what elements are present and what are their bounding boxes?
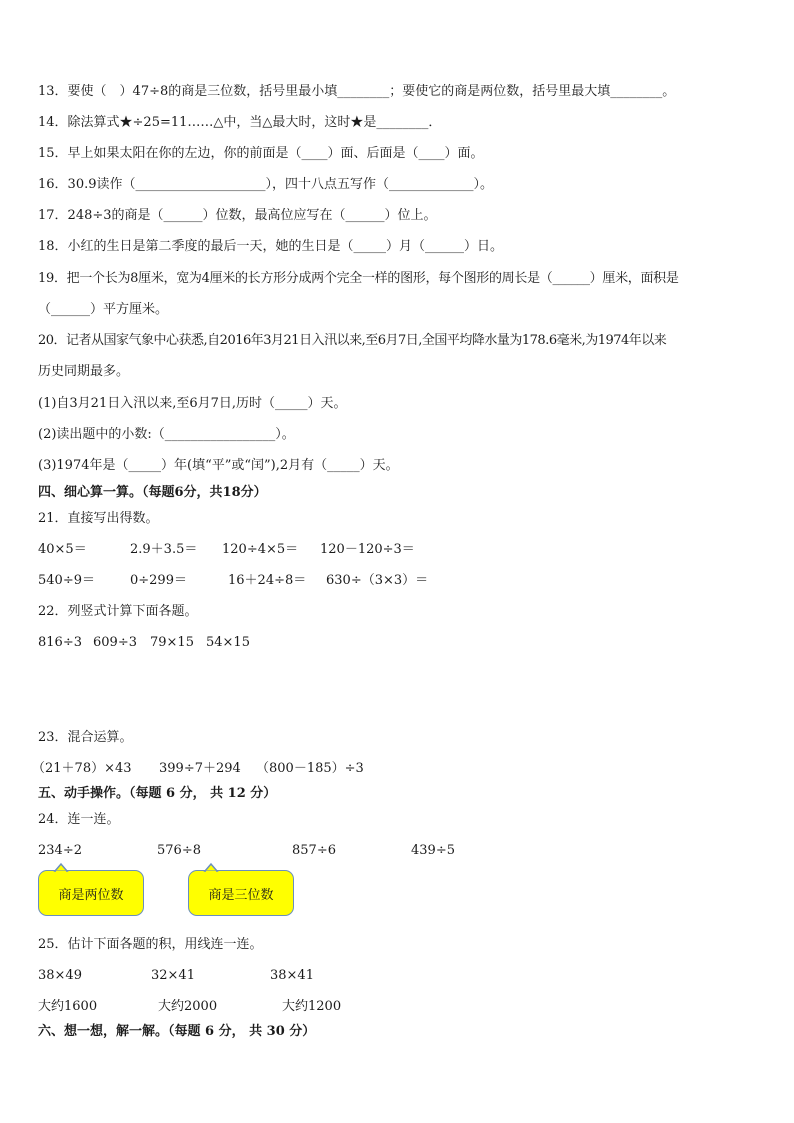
callout-label: 商是三位数: [208, 887, 274, 903]
q25-answer: 大约1200: [282, 999, 342, 1014]
q24-item: 857÷6: [292, 843, 336, 858]
q24-item: 576÷8: [157, 843, 201, 858]
question-17: 17．248÷3的商是（______）位数，最高位应写在（______）位上。: [38, 208, 437, 223]
q22-item: 816÷3: [38, 635, 82, 650]
q21-item: 120－120÷3＝: [320, 542, 415, 557]
question-20-sub1: (1)自3月21日入汛以来,至6月7日,历时（_____）天。: [38, 396, 347, 411]
question-16: 16．30.9读作（____________________），四十八点五写作（_____________）。: [38, 177, 493, 192]
question-22: 22．列竖式计算下面各题。: [38, 604, 198, 619]
q21-item: 630÷（3×3）＝: [326, 573, 429, 588]
question-13: 13．要使（ ）47÷8的商是三位数，括号里最小填________；要使它的商是两位数，括号里最大填________。: [38, 84, 676, 99]
q22-item: 609÷3: [93, 635, 137, 650]
question-20-sub2: (2)读出题中的小数:（_________________）。: [38, 427, 295, 442]
q23-item: （800－185）÷3: [256, 761, 364, 776]
question-20-line1: 20．记者从国家气象中心获悉,自2016年3月21日入汛以来,至6月7日,全国平均降水量为178.6毫米,为1974年以来: [38, 333, 667, 348]
question-19-line2: （______）平方厘米。: [38, 302, 169, 317]
q22-item: 54×15: [206, 635, 250, 650]
question-20-line2: 历史同期最多。: [38, 364, 130, 379]
q21-item: 0÷299＝: [130, 573, 187, 588]
callout-two-digit: [38, 870, 144, 916]
q21-item: 40×5＝: [38, 542, 87, 557]
q24-item: 234÷2: [38, 843, 82, 858]
q23-item: 399÷7＋294: [159, 761, 241, 776]
question-19-line1: 19．把一个长为8厘米，宽为4厘米的长方形分成两个完全一样的图形，每个图形的周长是（______）厘米，面积是: [38, 271, 679, 286]
q24-item: 439÷5: [411, 843, 455, 858]
q21-item: 2.9＋3.5＝: [130, 542, 198, 557]
q25-item: 32×41: [151, 968, 195, 983]
section-6-heading: 六、想一想，解一解。（每题 6 分， 共 30 分）: [38, 1024, 316, 1039]
question-15: 15．早上如果太阳在你的左边，你的前面是（____）面、后面是（____）面。: [38, 146, 484, 161]
q21-item: 120÷4×5＝: [222, 542, 299, 557]
q25-answer: 大约1600: [38, 999, 98, 1014]
question-21: 21．直接写出得数。: [38, 511, 159, 526]
question-18: 18．小红的生日是第二季度的最后一天，她的生日是（_____）月（______）日。: [38, 239, 504, 254]
q25-answer: 大约2000: [158, 999, 218, 1014]
section-4-heading: 四、细心算一算。（每题6分，共18分）: [38, 485, 267, 500]
question-25: 25．估计下面各题的积，用线连一连。: [38, 937, 263, 952]
section-5-heading: 五、动手操作。（每题 6 分， 共 12 分）: [38, 786, 277, 801]
q22-item: 79×15: [150, 635, 194, 650]
question-24: 24．连一连。: [38, 812, 120, 827]
question-23: 23．混合运算。: [38, 730, 133, 745]
q25-item: 38×41: [270, 968, 314, 983]
question-14: 14．除法算式★÷25=11……△中，当△最大时，这时★是________．: [38, 115, 442, 130]
callout-three-digit: [188, 870, 294, 916]
question-20-sub3: (3)1974年是（_____）年(填“平”或“闰”),2月有（_____）天。: [38, 458, 399, 473]
callout-label: 商是两位数: [58, 887, 124, 903]
q21-item: 16＋24÷8＝: [228, 573, 307, 588]
q23-item: （21＋78）×43: [32, 761, 132, 776]
q21-item: 540÷9＝: [38, 573, 95, 588]
q25-item: 38×49: [38, 968, 82, 983]
